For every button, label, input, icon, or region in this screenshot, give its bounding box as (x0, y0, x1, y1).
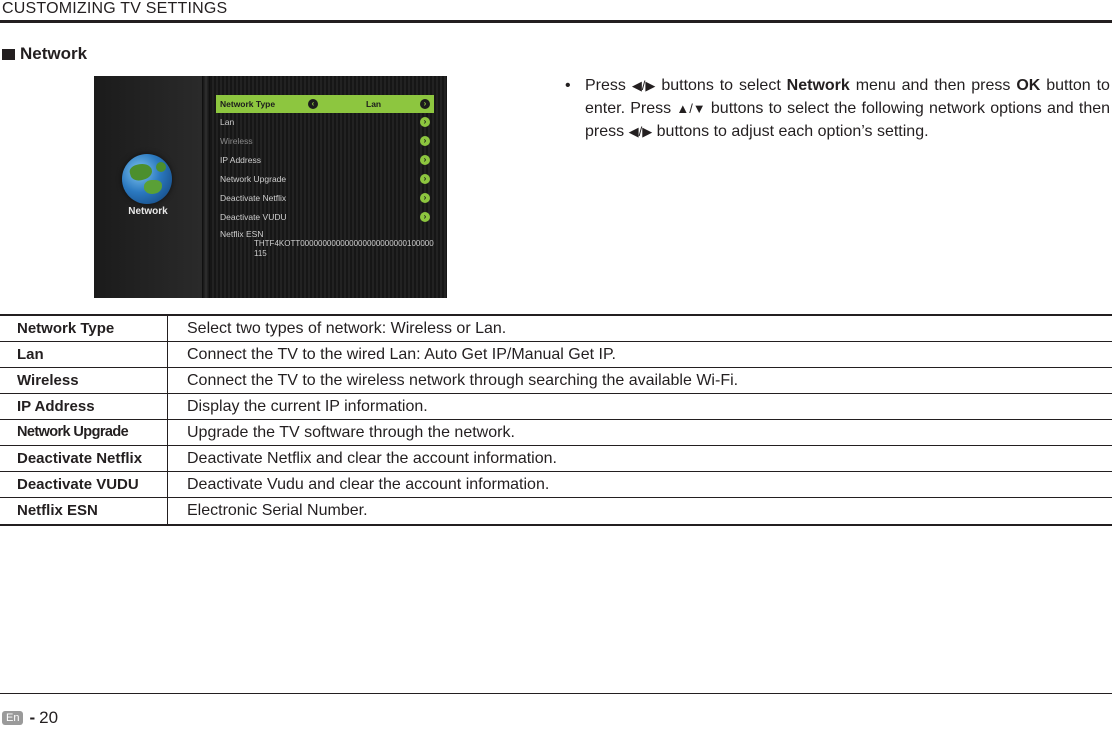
instruction-paragraph (565, 74, 1110, 143)
instr-press: Press (585, 77, 626, 94)
table-row (0, 314, 1112, 341)
table-desc: Display the current IP information. (187, 398, 428, 415)
instr-network: Network (786, 77, 850, 94)
table-term: Deactivate VUDU (0, 472, 168, 497)
tv-menu (216, 95, 434, 259)
footer-rule (0, 693, 1112, 694)
tv-menu-item-network-upgrade (216, 170, 434, 189)
page-footer (2, 708, 58, 728)
instr-part4: buttons to select the following network options and then press (585, 100, 1111, 140)
table-term: Network Type (0, 316, 168, 341)
table-desc: Deactivate Vudu and clear the account information. (187, 476, 550, 493)
instr-part1: buttons to select (661, 77, 781, 94)
page-header-title: CUSTOMIZING TV SETTINGS (2, 0, 228, 17)
table-desc: Connect the TV to the wired Lan: Auto Get IP/Manual Get IP. (187, 346, 616, 363)
left-right-arrows-icon: ◀/▶ (631, 78, 656, 93)
tv-menu-item-deactivate-netflix (216, 189, 434, 208)
instr-part5: buttons to adjust each option’s setting. (656, 123, 929, 140)
up-down-arrows-icon: ▲/▼ (676, 101, 706, 116)
globe-icon (122, 154, 172, 204)
section-title-text: Network (20, 44, 88, 63)
tv-esn-label: Netflix ESN (220, 229, 264, 239)
table-term: Lan (0, 342, 168, 367)
tv-menu-label: Lan (220, 117, 235, 127)
options-table (0, 314, 1112, 526)
tv-menu-item-ip-address (216, 151, 434, 170)
table-desc: Upgrade the TV software through the network. (187, 424, 515, 441)
chevron-right-icon: › (420, 193, 430, 203)
table-row (0, 341, 1112, 367)
instr-ok: OK (1016, 77, 1041, 94)
tv-menu-item-lan (216, 113, 434, 132)
table-term: IP Address (0, 394, 168, 419)
chevron-right-icon: › (420, 136, 430, 146)
tv-menu-label: Network Type (220, 99, 276, 109)
table-desc: Deactivate Netflix and clear the account information. (187, 450, 557, 467)
tv-menu-item-wireless (216, 132, 434, 151)
table-row (0, 471, 1112, 497)
tv-menu-label: Network Upgrade (220, 174, 287, 184)
tv-menu-item-network-type (216, 95, 434, 113)
tv-esn-value: THTF4KOTT000000000000000000000000100000115 (254, 239, 434, 258)
tv-menu-value: Lan (366, 99, 382, 109)
screen-icon-label: Network (128, 206, 168, 217)
left-right-arrows-icon: ◀/▶ (628, 124, 653, 139)
table-term: Wireless (0, 368, 168, 393)
table-row (0, 393, 1112, 419)
chevron-right-icon: › (420, 174, 430, 184)
language-badge: En (2, 711, 23, 725)
chevron-right-icon: › (420, 155, 430, 165)
tv-menu-label: Wireless (220, 136, 253, 146)
footer-dash: - (29, 708, 36, 727)
table-desc: Electronic Serial Number. (187, 502, 368, 519)
screen-divider (202, 76, 210, 298)
chevron-right-icon: › (420, 117, 430, 127)
table-row (0, 497, 1112, 526)
instr-part3: button to enter. Press (585, 77, 1110, 117)
instr-part2: menu and then press (855, 77, 1011, 94)
tv-network-screenshot (94, 76, 447, 298)
tv-menu-item-deactivate-vudu (216, 208, 434, 227)
bullet-dot: • (565, 77, 571, 94)
table-term: Netflix ESN (0, 498, 168, 524)
table-row (0, 445, 1112, 471)
tv-menu-label: Deactivate VUDU (220, 212, 287, 222)
chevron-right-icon: › (420, 212, 430, 222)
chevron-left-icon: ‹ (308, 99, 318, 109)
table-desc: Select two types of network: Wireless or Lan. (187, 320, 507, 337)
table-term: Deactivate Netflix (0, 446, 168, 471)
page-number: 20 (39, 708, 59, 727)
tv-menu-label: Deactivate Netflix (220, 193, 287, 203)
section-title (2, 44, 87, 64)
chevron-right-icon: › (420, 99, 430, 109)
table-desc: Connect the TV to the wireless network through searching the available Wi-Fi. (187, 372, 739, 389)
table-row (0, 419, 1112, 445)
header-rule (0, 20, 1112, 23)
section-square-icon (2, 49, 15, 60)
table-row (0, 367, 1112, 393)
table-term: Network Upgrade (0, 420, 168, 445)
tv-menu-label: IP Address (220, 155, 261, 165)
